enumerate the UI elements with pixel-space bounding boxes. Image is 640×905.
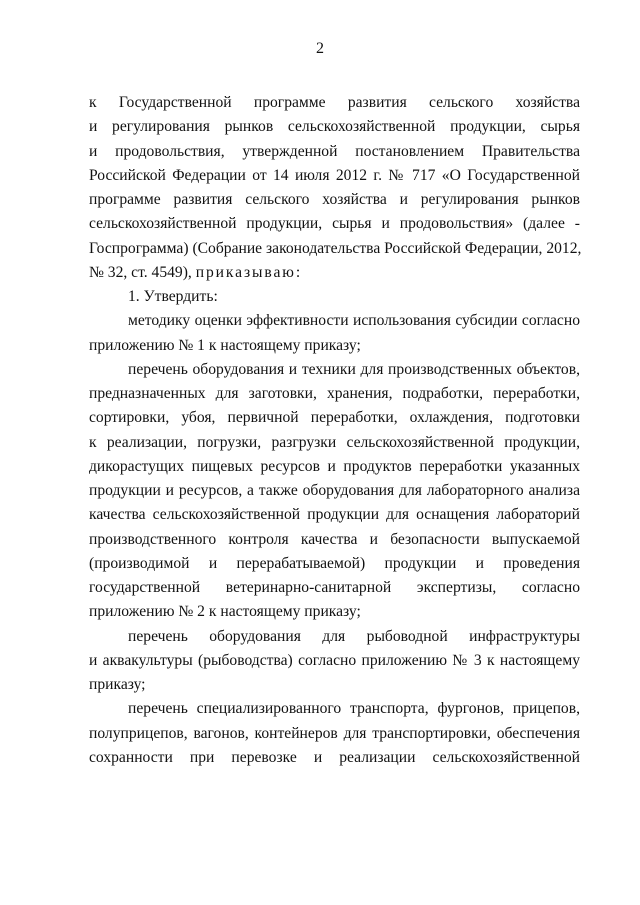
text-line-content: сельскохозяйственной продукции, сырья и продовольствия» (далее - — [89, 215, 580, 233]
text-line-content: Российской Федерации от 14 июля 2012 г. № 717 «О Государственной — [89, 166, 580, 184]
text-line — [89, 576, 580, 600]
text-line — [89, 382, 580, 406]
text-line — [89, 188, 580, 212]
text-line-content: (производимой и перерабатываемой) продукции и проведения — [89, 554, 580, 572]
text-line-content: к реализации, погрузки, разгрузки сельскохозяйственной продукции, — [89, 433, 580, 451]
text-line — [89, 673, 580, 697]
text-line-content: программе развития сельского хозяйства и регулирования рынков — [89, 191, 580, 208]
text-line-content: государственной ветеринарно-санитарной экспертизы, согласно — [89, 579, 580, 596]
text-line — [89, 164, 580, 188]
text-line-content: сохранности при перевозке и реализации сельскохозяйственной — [89, 748, 580, 766]
text-line-content: перечень оборудования для рыбоводной инфраструктуры — [128, 627, 580, 645]
text-line — [89, 552, 580, 576]
text-line-content: Госпрограмма) (Собрание законодательства Российской Федерации, 2012, — [89, 239, 582, 257]
text-line-content: 1. Утвердить: — [128, 288, 218, 305]
text-line-content: и продовольствия, утвержденной постановлением Правительства — [89, 142, 580, 160]
emphasized-word: приказываю: — [195, 263, 303, 281]
text-line — [89, 528, 580, 552]
text-line — [89, 91, 580, 115]
text-line-content: методику оценки эффективности использования субсидии согласно — [128, 312, 580, 330]
text-line — [89, 600, 580, 624]
text-line-content: перечень оборудования и техники для производственных объектов, — [128, 360, 580, 378]
document-body — [89, 91, 580, 770]
text-line-content: к Государственной программе развития сельского хозяйства — [89, 94, 580, 111]
text-line — [89, 455, 580, 479]
text-line — [89, 406, 580, 430]
text-line-content: качества сельскохозяйственной продукции для оснащения лабораторий — [89, 506, 580, 524]
page-number: 2 — [316, 40, 324, 57]
text-line-content: предназначенных для заготовки, хранения, подработки, переработки, — [89, 385, 580, 402]
text-line-content: и регулирования рынков сельскохозяйственной продукции, сырья — [89, 118, 580, 136]
text-line — [89, 309, 580, 333]
text-line — [89, 261, 580, 285]
text-line — [89, 115, 580, 139]
text-line — [89, 212, 580, 236]
text-line — [89, 697, 580, 721]
text-line — [89, 503, 580, 527]
text-line-content: приложению № 2 к настоящему приказу; — [89, 603, 361, 621]
text-line-content: № 32, ст. 4549), — [89, 263, 196, 281]
text-line-content: приложению № 1 к настоящему приказу; — [89, 336, 361, 354]
text-line — [89, 358, 580, 382]
text-line — [89, 746, 580, 770]
text-line — [89, 237, 580, 261]
text-line-content: производственного контроля качества и безопасности выпускаемой — [89, 530, 580, 548]
text-line — [89, 649, 580, 673]
text-line-content: продукции и ресурсов, а также оборудования для лабораторного анализа — [89, 482, 580, 499]
text-line-content: перечень специализированного транспорта, фургонов, прицепов, — [128, 700, 580, 718]
text-line — [89, 431, 580, 455]
text-line — [89, 625, 580, 649]
text-line-content: приказу; — [89, 676, 146, 693]
text-line — [89, 334, 580, 358]
text-line-content: сортировки, убоя, первичной переработки, охлаждения, подготовки — [89, 409, 580, 427]
text-line — [89, 722, 580, 746]
text-line — [89, 140, 580, 164]
text-line — [89, 479, 580, 503]
text-line-content: полуприцепов, вагонов, контейнеров для транспортировки, обеспечения — [89, 724, 580, 742]
text-line-content: дикорастущих пищевых ресурсов и продуктов переработки указанных — [89, 457, 580, 475]
text-line-content: и аквакультуры (рыбоводства) согласно приложению № 3 к настоящему — [89, 651, 580, 669]
text-line — [89, 285, 580, 309]
